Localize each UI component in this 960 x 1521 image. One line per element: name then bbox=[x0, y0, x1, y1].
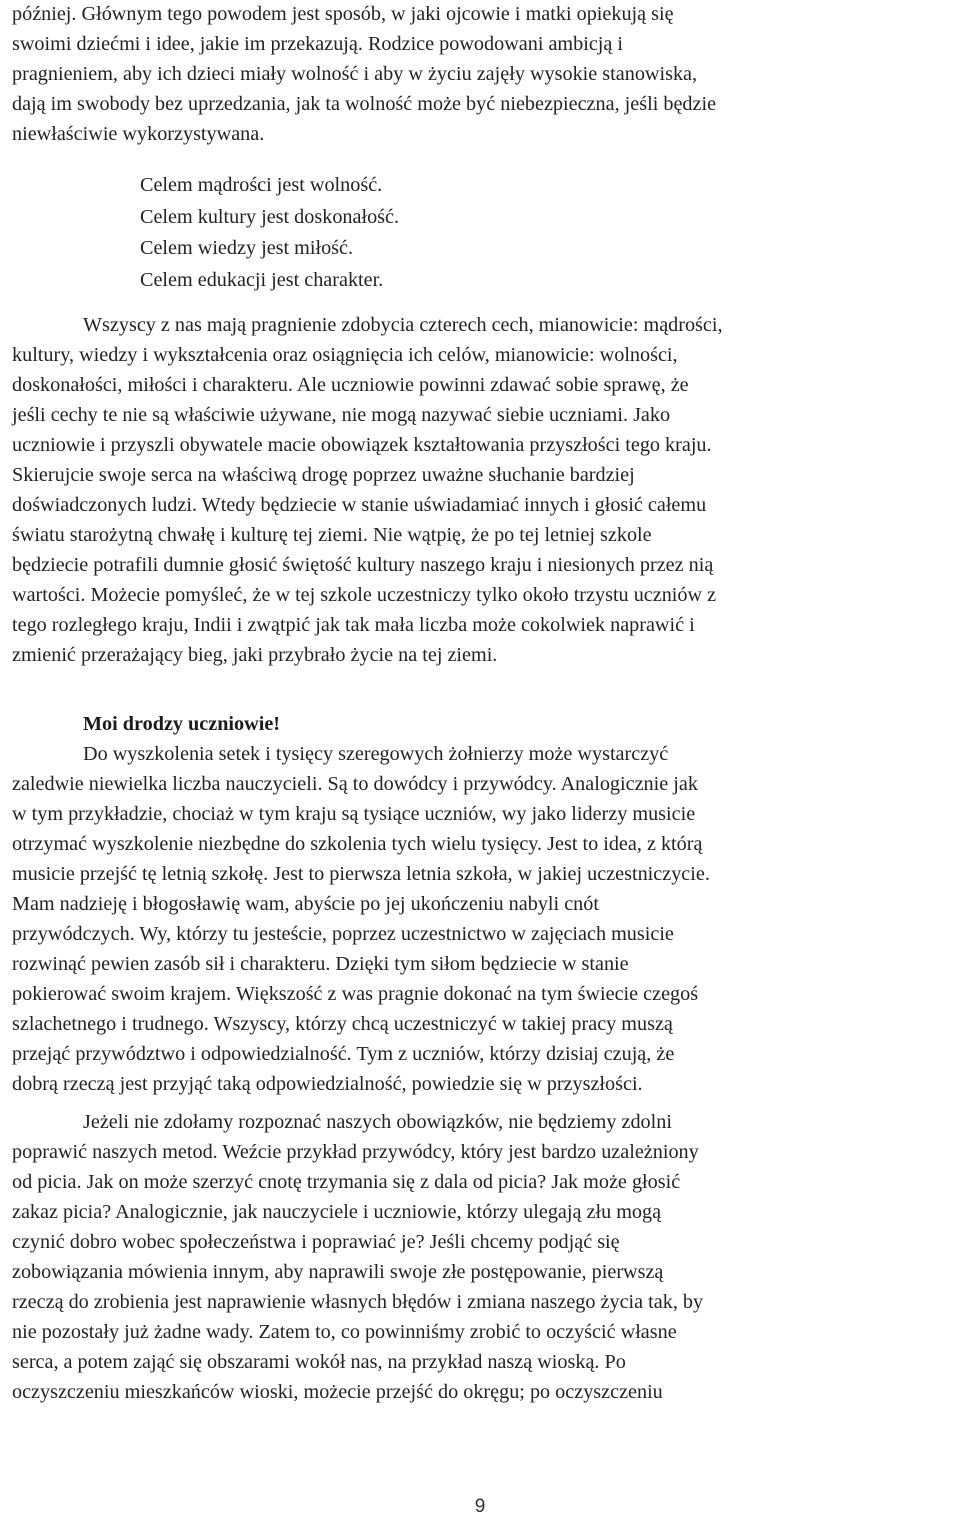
quote-line: Celem edukacji jest charakter. bbox=[140, 268, 384, 291]
text-line: wartości. Możecie pomyśleć, że w tej szkole uczestniczy tylko około trzystu uczniów z bbox=[12, 584, 717, 606]
text-line: otrzymać wyszkolenie niezbędne do szkolenia tych wielu tysięcy. Jest to idea, z którą bbox=[12, 833, 703, 855]
text-line: uczniowie i przyszli obywatele macie obowiązek kształtowania przyszłości tego kraju. bbox=[12, 434, 712, 456]
text-line: kultury, wiedzy i wykształcenia oraz osiągnięcia ich celów, mianowicie: wolności, bbox=[12, 344, 678, 366]
text-line: w tym przykładzie, chociaż w tym kraju są tysiące uczniów, wy jako liderzy musicie bbox=[12, 803, 696, 825]
text-line: pokierować swoim krajem. Większość z was pragnie dokonać na tym świecie czegoś bbox=[12, 983, 699, 1005]
text-line: rozwinąć pewien zasób sił i charakteru. Dzięki tym siłom będziecie w stanie bbox=[12, 953, 629, 975]
text-line: dobrą rzeczą jest przyjąć taką odpowiedzialność, powiedzie się w przyszłości. bbox=[12, 1073, 643, 1095]
section-heading: Moi drodzy uczniowie! bbox=[83, 713, 280, 735]
text-line: Jeżeli nie zdołamy rozpoznać naszych obowiązków, nie będziemy zdolni bbox=[83, 1111, 672, 1133]
text-line: będziecie potrafili dumnie głosić świętość kultury naszego kraju i niesionych przez nią bbox=[12, 554, 714, 576]
text-line: przejąć przywództwo i odpowiedzialność. Tym z uczniów, którzy dzisiaj czują, że bbox=[12, 1043, 675, 1065]
paragraph-1 bbox=[12, 0, 716, 149]
paragraph-2 bbox=[12, 310, 723, 670]
text-line: Mam nadzieję i błogosławię wam, abyście po jej ukończeniu nabyli cnót bbox=[12, 893, 599, 915]
text-line: Wszyscy z nas mają pragnienie zdobycia czterech cech, mianowicie: mądrości, bbox=[83, 314, 723, 336]
text-line: nie pozostały już żadne wady. Zatem to, co powinniśmy zrobić to oczyścić własne bbox=[12, 1321, 677, 1343]
page-number: 9 bbox=[474, 1496, 486, 1517]
text-line: rzeczą do zrobienia jest naprawienie własnych błędów i zmiana naszego życia tak, by bbox=[12, 1291, 704, 1313]
text-line: później. Głównym tego powodem jest sposób, w jaki ojcowie i matki opiekują się bbox=[12, 3, 674, 25]
text-line: dają im swobody bez uprzedzania, jak ta wolność może być niebezpieczna, jeśli będzie bbox=[12, 93, 717, 115]
text-line: pragnieniem, aby ich dzieci miały wolność i aby w życiu zajęły wysokie stanowiska, bbox=[12, 63, 698, 85]
text-line: serca, a potem zająć się obszarami wokół nas, na przykład naszą wioską. Po bbox=[12, 1351, 626, 1373]
text-line: szlachetnego i trudnego. Wszyscy, którzy chcą uczestniczyć w takiej pracy muszą bbox=[12, 1013, 673, 1035]
text-line: Do wyszkolenia setek i tysięcy szeregowych żołnierzy może wystarczyć bbox=[83, 743, 669, 765]
text-line: oczyszczeniu mieszkańców wioski, możecie przejść do okręgu; po oczyszczeniu bbox=[12, 1381, 663, 1403]
text-line: zmienić przerażający bieg, jaki przybrało życie na tej ziemi. bbox=[12, 644, 498, 666]
quote-block bbox=[140, 170, 399, 296]
quote-line: Celem mądrości jest wolność. bbox=[140, 174, 383, 196]
text-line: czynić dobro wobec społeczeństwa i poprawiać je? Jeśli chcemy podjąć się bbox=[12, 1231, 620, 1253]
text-line: zobowiązania mówienia innym, aby naprawili swoje złe postępowanie, pierwszą bbox=[12, 1261, 664, 1283]
quote-line: Celem kultury jest doskonałość. bbox=[140, 205, 400, 228]
text-line: zakaz picia? Analogicznie, jak nauczyciele i uczniowie, którzy ulegają złu mogą bbox=[12, 1201, 662, 1223]
text-line: doskonałości, miłości i charakteru. Ale uczniowie powinni zdawać sobie sprawę, że bbox=[12, 374, 689, 396]
text-line: jeśli cechy te nie są właściwie używane, nie mogą nazywać siebie uczniami. Jako bbox=[12, 404, 671, 426]
text-line: swoimi dziećmi i idee, jakie im przekazują. Rodzice powodowani ambicją i bbox=[12, 33, 624, 55]
text-line: poprawić naszych metod. Weźcie przykład przywódcy, który jest bardzo uzależniony bbox=[12, 1141, 699, 1163]
quote-line: Celem wiedzy jest miłość. bbox=[140, 237, 354, 259]
text-line: tego rozległego kraju, Indii i zwątpić jak tak mała liczba może cokolwiek naprawić i bbox=[12, 614, 695, 636]
text-line: przywódczych. Wy, którzy tu jesteście, poprzez uczestnictwo w zajęciach musicie bbox=[12, 923, 674, 945]
paragraph-3 bbox=[12, 739, 710, 1099]
text-line: Skierujcie swoje serca na właściwą drogę poprzez uważne słuchanie bardziej bbox=[12, 464, 635, 486]
text-line: od picia. Jak on może szerzyć cnotę trzymania się z dala od picia? Jak może głosić bbox=[12, 1171, 681, 1193]
text-line: niewłaściwie wykorzystywana. bbox=[12, 123, 265, 145]
text-line: światu starożytną chwałę i kulturę tej ziemi. Nie wątpię, że po tej letniej szkole bbox=[12, 524, 652, 546]
paragraph-4 bbox=[12, 1107, 703, 1407]
text-line: musicie przejść tę letnią szkołę. Jest to pierwsza letnia szkoła, w jakiej uczestniczycie. bbox=[12, 863, 710, 885]
text-line: doświadczonych ludzi. Wtedy będziecie w stanie uświadamiać innych i głosić całemu bbox=[12, 494, 707, 516]
text-line: zaledwie niewielka liczba nauczycieli. Są to dowódcy i przywódcy. Analogicznie jak bbox=[12, 773, 698, 795]
